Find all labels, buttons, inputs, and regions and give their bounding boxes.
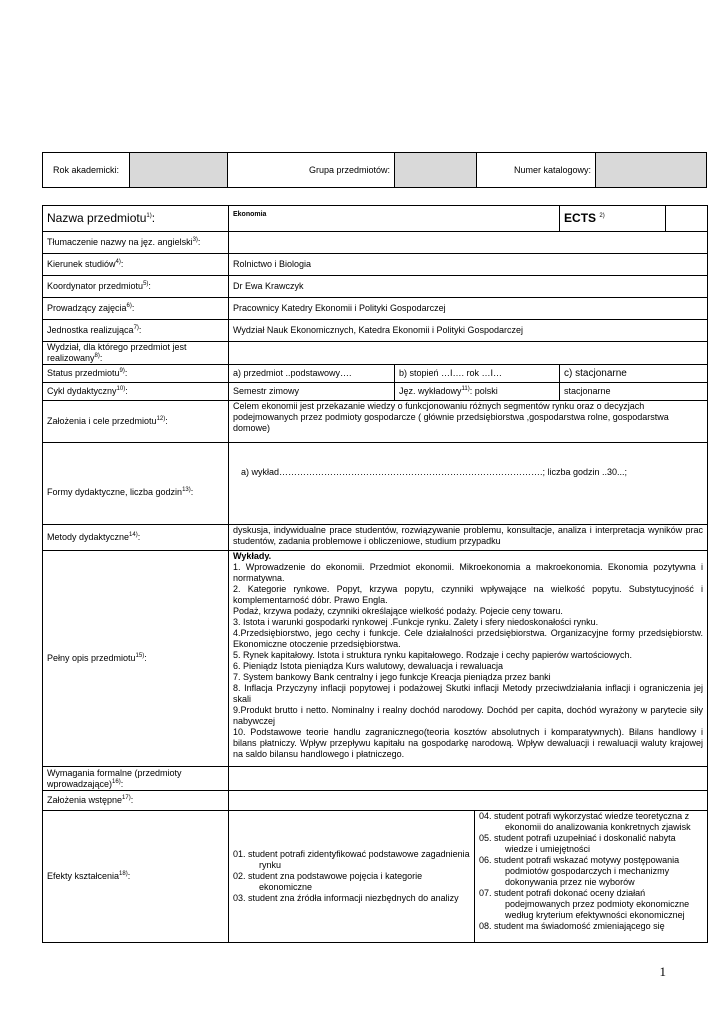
- aims-label: Założenia i cele przedmiotu$^{12)}$:: [43, 401, 229, 443]
- description-line: 10. Podstawowe teorie handlu zagranicznego(teoria kosztów absolutnych i komparatywnych). Bilans handlowy i bilans płatniczy. Wpływ przepływu kapitału na gospodarkę narodową. Wpływ dewaluacji i rewaluacji waluty krajowej na saldo bilansu handlowego i płatniczego.: [233, 727, 704, 759]
- cycle-label: Cykl dydaktyczny$^{10)}$:: [43, 383, 229, 401]
- coordinator-label: Koordynator przedmiotu$^{5)}$:: [43, 276, 229, 298]
- translation-value: [229, 232, 708, 254]
- forms-value: a) wykład…………………………………………………………………………….; liczba godzin ..30...;: [229, 443, 708, 525]
- language-value: Jęz. wykładowy$^{11)}$: polski: [395, 383, 560, 401]
- subject-group-field: [395, 153, 477, 188]
- ects-value: [666, 206, 708, 232]
- description-line: 1. Wprowadzenie do ekonomii. Przedmiot ekonomii. Mikroekonomia a makroekonomia. Ekonomia pozytywna i normatywna.: [233, 562, 704, 583]
- unit-label: Jednostka realizująca$^{7)}$:: [43, 320, 229, 342]
- description-line: 2. Kategorie rynkowe. Popyt, krzywa popytu, czynniki wpływające na wielkość popytu. Substytucyjność i komplementarność dóbr. Prawo Engla.: [233, 584, 704, 605]
- lecturer-label: Prowadzący zajęcia$^{6)}$:: [43, 298, 229, 320]
- outcome-item: 02. student zna podstawowe pojęcia i kategorie ekonomiczne: [233, 871, 423, 892]
- academic-year-label: Rok akademicki:: [43, 153, 130, 188]
- outcome-item: 01. student potrafi zidentyfikować podstawowe zagadnienia rynku: [233, 849, 470, 870]
- outcome-item: 06. student potrafi wskazać motywy postępowania podmiotów gospodarczych i mechanizmy dokonywania przez nie wyborów: [479, 855, 680, 887]
- faculty-value: [229, 342, 708, 365]
- coordinator-value: Dr Ewa Krawczyk: [229, 276, 708, 298]
- status-a: a) przedmiot ..podstawowy….: [229, 365, 395, 383]
- ects-label: ECTS $^{2)}$: [560, 206, 666, 232]
- requirements-value: [229, 767, 708, 791]
- assumptions-value: [229, 791, 708, 811]
- outcome-item: 04. student potrafi wykorzystać wiedze teoretyczna z ekonomii do analizowania konkretnych zjawisk: [479, 811, 691, 832]
- page-number: 1: [659, 964, 666, 979]
- study-mode: stacjonarne: [560, 383, 708, 401]
- translation-label: Tłumaczenie nazwy na jęz. angielski$^{3)}$:: [43, 232, 229, 254]
- description-line: 5. Rynek kapitałowy. Istota i struktura rynku kapitałowego. Rodzaje i cechy papierów wartościowych.: [233, 650, 633, 660]
- lecturer-value: Pracownicy Katedry Ekonomii i Polityki Gospodarczej: [229, 298, 708, 320]
- faculty-label: Wydział, dla którego przedmiot jest realizowany$^{8)}$:: [43, 342, 229, 365]
- academic-year-field: [130, 153, 228, 188]
- methods-value: dyskusja, indywidualne prace studentów, rozwiązywanie problemu, konsultacje, analiza i interpretacja wyników prac studentów, zadania problemowe i obliczeniowe, studium przypadku: [229, 525, 708, 551]
- status-b: b) stopień …I…. rok …I…: [395, 365, 560, 383]
- subject-group-label: Grupa przedmiotów:: [228, 153, 395, 188]
- status-c: c) stacjonarne: [560, 365, 708, 383]
- description-label: Pełny opis przedmiotu$^{15)}$:: [43, 551, 229, 767]
- outcomes-left: [229, 811, 475, 943]
- direction-value: Rolnictwo i Biologia: [229, 254, 708, 276]
- description-line: 4.Przedsiębiorstwo, jego cechy i funkcje. Cele działalności przedsiębiorstwa. Organizacyjne formy przedsiębiorstw. Ekonomiczne otoczenie przedsiębiorstwa.: [233, 628, 704, 649]
- description-line: 3. Istota i warunki gospodarki rynkowej .Funkcje rynku. Zalety i sfery niedoskonałości rynku.: [233, 617, 599, 627]
- description-line: 6. Pieniądz Istota pieniądza Kurs walutowy, dewaluacja i rewaluacja: [233, 661, 503, 671]
- cycle-value: Semestr zimowy: [229, 383, 395, 401]
- catalog-number-label: Numer katalogowy:: [477, 153, 596, 188]
- aims-value: Celem ekonomii jest przekazanie wiedzy o funkcjonowaniu różnych segmentów rynku oraz o decyzjach podejmowanych przez podmioty gospodarcze ( głównie przedsiębiorstwa ,gospodarstwa rolne, gospodarstwa domowe): [229, 401, 708, 443]
- outcomes-right: [475, 811, 708, 943]
- course-name-value: Ekonomia: [229, 206, 560, 232]
- forms-label: Formy dydaktyczne, liczba godzin$^{13)}$:: [43, 443, 229, 525]
- catalog-number-field: [596, 153, 707, 188]
- outcome-item: 03. student zna źródła informacji niezbędnych do analizy: [233, 893, 459, 903]
- direction-label: Kierunek studiów$^{4)}$:: [43, 254, 229, 276]
- unit-value: Wydział Nauk Ekonomicznych, Katedra Ekonomii i Polityki Gospodarczej: [229, 320, 708, 342]
- outcomes-label: Efekty kształcenia$^{18)}$:: [43, 811, 229, 943]
- outcome-item: 07. student potrafi dokonać oceny działań podejmowanych przez podmioty ekonomiczne według kryterium efektywności ekonomicznej: [479, 888, 690, 920]
- course-table: [42, 205, 708, 943]
- description-heading: Wykłady.: [233, 551, 272, 561]
- course-name-label: Nazwa przedmiotu$^{1)}$:: [43, 206, 229, 232]
- description-line: 9.Produkt brutto i netto. Nominalny i realny dochód narodowy. Dochód per capita, dochód wyrażony w parytecie siły nabywczej: [233, 705, 704, 726]
- description-line: 8. Inflacja Przyczyny inflacji popytowej i podażowej Skutki inflacji Metody przeciwdziałania inflacji i ograniczenia jej skali: [233, 683, 704, 704]
- methods-label: Metody dydaktyczne$^{14)}$:: [43, 525, 229, 551]
- status-label: Status przedmiotu$^{9)}$:: [43, 365, 229, 383]
- header-table: [42, 152, 707, 188]
- description-value: [229, 551, 708, 767]
- description-line: Podaż, krzywa podaży, czynniki określające wielkość podaży. Pojecie ceny towaru.: [233, 606, 563, 616]
- outcome-item: 08. student ma świadomość zmieniającego się: [479, 921, 665, 931]
- description-line: 7. System bankowy Bank centralny i jego funkcje Kreacja pieniądza przez banki: [233, 672, 551, 682]
- outcome-item: 05. student potrafi uzupełniać i doskonalić nabyta wiedze i umiejętności: [479, 833, 676, 854]
- requirements-label: Wymagania formalne (przedmioty wprowadzające)$^{16)}$:: [43, 767, 229, 791]
- assumptions-label: Założenia wstępne$^{17)}$:: [43, 791, 229, 811]
